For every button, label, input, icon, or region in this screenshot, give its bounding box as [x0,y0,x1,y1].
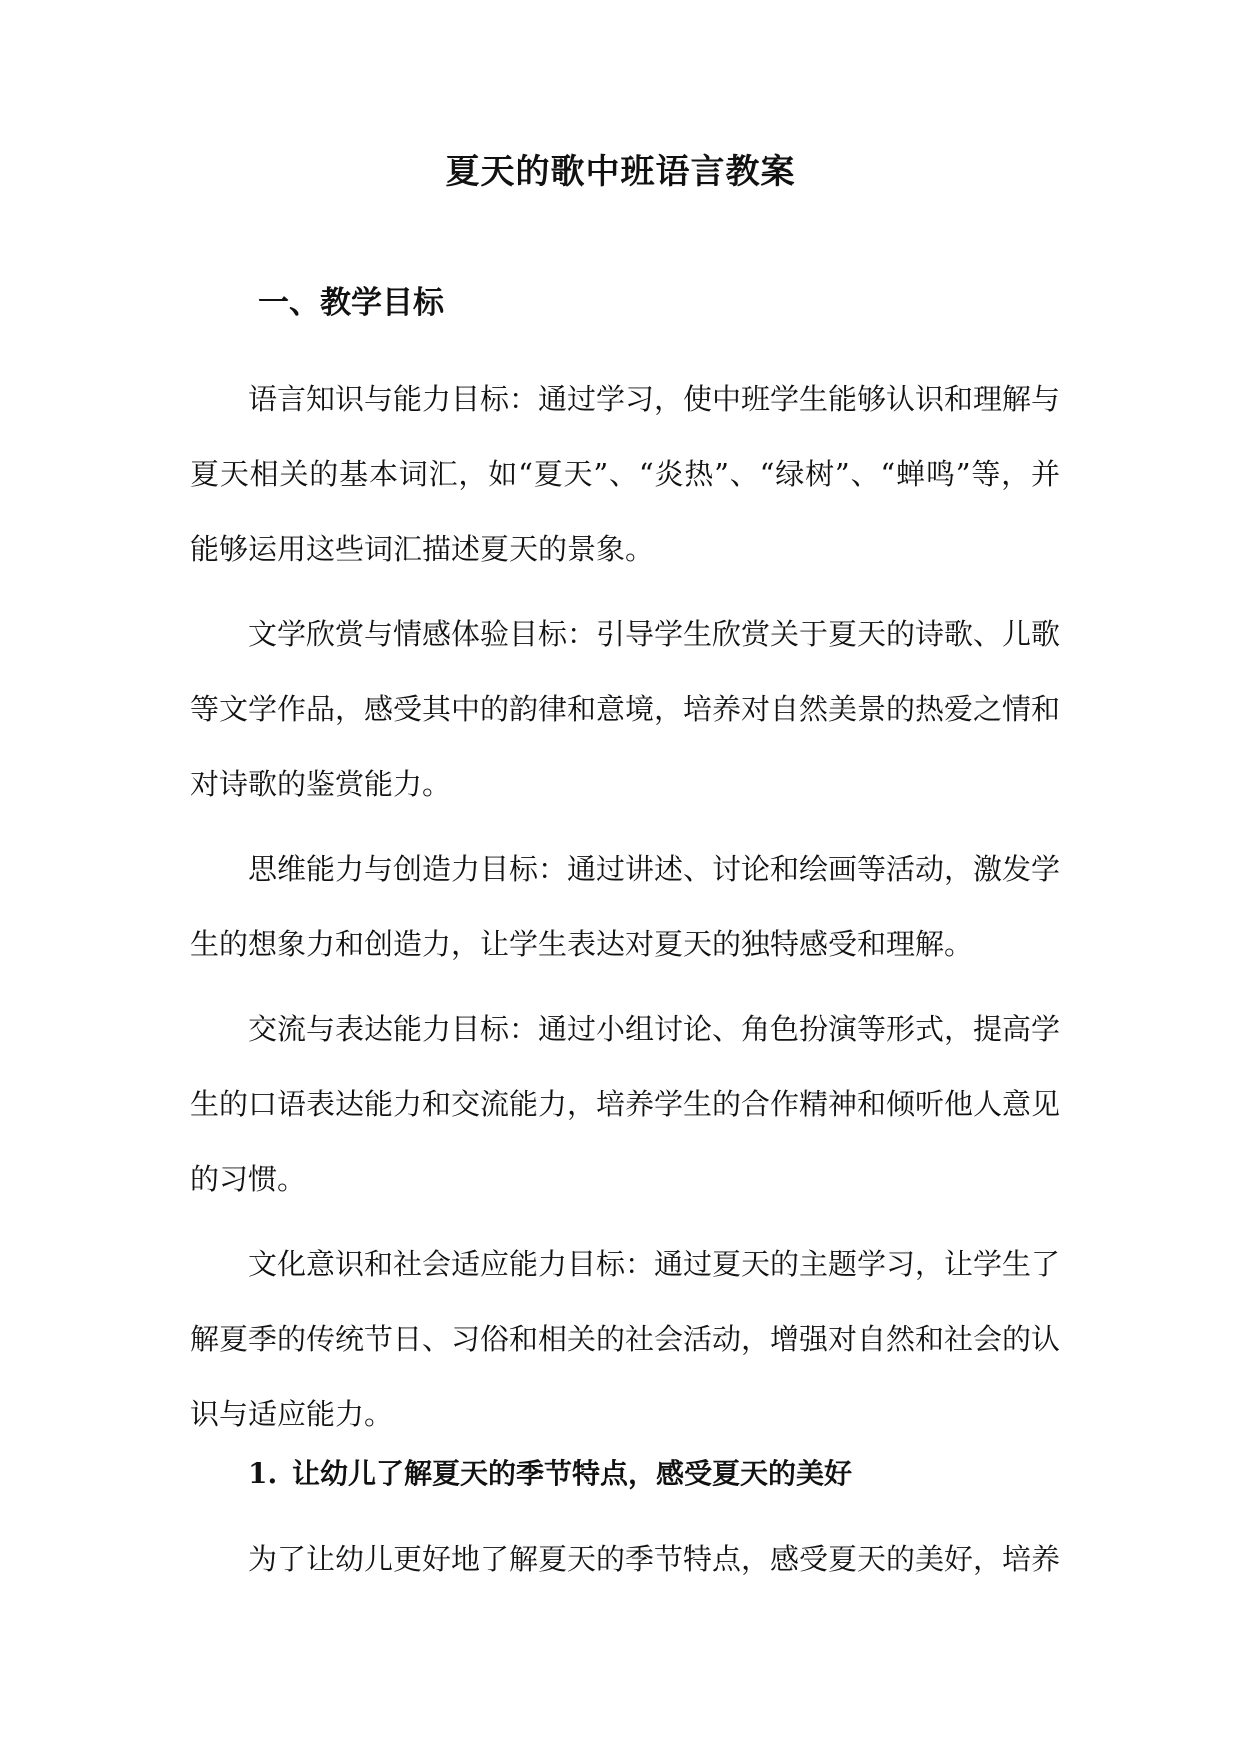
subsection-heading-text: 让幼儿了解夏天的季节特点，感受夏天的美好 [292,1457,853,1490]
paragraph-literature-goal: 文学欣赏与情感体验目标：引导学生欣赏关于夏天的诗歌、儿歌等文学作品，感受其中的韵律和意境，培养对自然美景的热爱之情和对诗歌的鉴赏能力。 [190,617,1061,801]
section-body [190,362,1060,1462]
paragraph-language-goal: 语言知识与能力目标：通过学习，使中班学生能够认识和理解与夏天相关的基本词汇，如“夏天”、“炎热”、“绿树”、“蝉鸣”等，并能够运用这些词汇描述夏天的景象。 [190,382,1061,566]
section-heading-teaching-goals: 一、教学目标 [258,285,444,321]
paragraph-communication-goal: 交流与表达能力目标：通过小组讨论、角色扮演等形式，提高学生的口语表达能力和交流能力，培养学生的合作精神和倾听他人意见的习惯。 [190,1012,1061,1196]
document-title: 夏天的歌中班语言教案 [445,152,796,192]
subsection-heading [248,1452,852,1496]
paragraph-thinking-goal: 思维能力与创造力目标：通过讲述、讨论和绘画等活动，激发学生的想象力和创造力，让学生表达对夏天的独特感受和理解。 [190,852,1061,961]
paragraph-culture-goal: 文化意识和社会适应能力目标：通过夏天的主题学习，让学生了解夏季的传统节日、习俗和相关的社会活动，增强对自然和社会的认识与适应能力。 [190,1247,1061,1431]
subsection-number: 1. [248,1457,278,1490]
paragraph-subsection-intro: 为了让幼儿更好地了解夏天的季节特点，感受夏天的美好，培养 [248,1542,1061,1576]
